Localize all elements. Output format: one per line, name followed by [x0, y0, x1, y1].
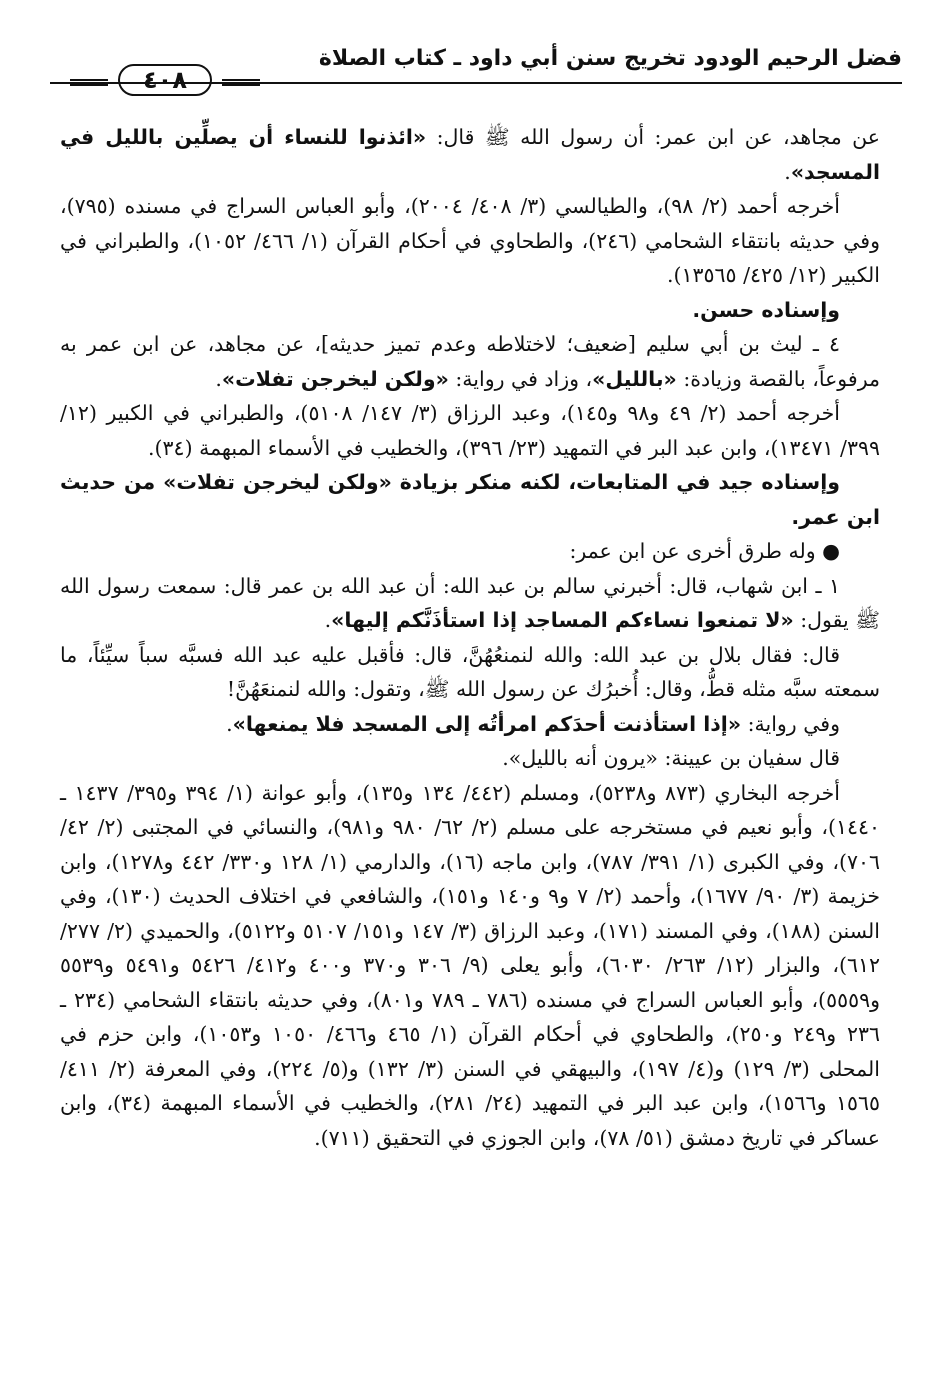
paragraph-takhrij-3: أخرجه البخاري (٨٧٣ و٥٢٣٨)، ومسلم (٤٤٢/ ١٣٤ و١٣٥)، وأبو عوانة (١/ ٣٩٤ و٣٩٥/ ١٤٣٧ ـ ١٤٤٠)، وأبو نعيم في مستخرجه على مسلم (٢/ ٦٢/ ٩٨٠ و٩٨١)، والنسائي في المجتبى (٢/ ٤٢/ ٧٠٦)، وفي الكبرى (١/ ٣٩١/ ٧٨٧)، وابن ماجه (١٦)، والدارمي (١/ ١٢٨ و٣٣٠/ ٤٤٢ و١٢٧٨)، وابن خزيمة (٣/ ٩٠/ ١٦٧٧)، وأحمد (٢/ ٧ و٩ و١٤٠ و١٥١)، والشافعي في اختلاف الحديث (١٣٠)، وفي السنن (١٨٨)، وفي المسند (١٧١)، وعبد الرزاق (٣/ ١٤٧ و١٥١/ ٥١٠٧ و٥١٢٢)، والحميدي (٢/ ٢٧٧/ ٦١٢)، والبزار (١٢/ ٢٦٣/ ٦٠٣٠)، وأبو يعلى (٩/ ٣٠٦ و٣٧٠ و٤٠٠ و٤١٢/ ٥٤٢٦ و٥٤٩١ و٥٥٣٩ و٥٥٥٩)، وأبو العباس السراج في مسنده (٧٨٦ ـ ٧٨٩ و٨٠١)، وفي حديثه بانتقاء الشحامي (٢٣٤ ـ ٢٣٦ و٢٤٩ و٢٥٠)، والطحاوي في أحكام القرآن (١/ ٤٦٥ و٤٦٦/ ١٠٥٠ و١٠٥٣)، وابن حزم في المحلى (٣/ ١٢٩) و(٤/ ١٩٧)، والبيهقي في السنن (٣/ ١٣٢) و(٥/ ٢٢٤)، وفي المعرفة (٢/ ٤١١/ ١٥٦٥ و١٥٦٦)، وابن عبد البر في التمهيد (٢٤/ ٢٨١)، والخطيب في الأسماء المبهمة (٣٤)، وابن عساكر في تاريخ دمشق (٥١/ ٧٨)، وابن الجوزي في التحقيق (٧١١). — [60, 780, 881, 1150]
paragraph-route-4: ٤ ـ ليث بن أبي سليم [ضعيف؛ لاختلاطه وعدم تميز حديثه]، عن مجاهد، عن ابن عمر به مرفوعاً، بالقصة وزيادة: «بالليل»، وزاد في رواية: «ولكن ليخرجن تفلات». — [60, 332, 880, 391]
ornament-rule-left — [70, 79, 108, 81]
paragraph-riwaya: وفي رواية: «إذا استأذنت أحدَكم امرأتُه إلى المسجد فلا يمنعها». — [226, 711, 840, 736]
hadith-quote: «ائذنوا للنساء أن يصلِّين بالليل في المسجد» — [60, 125, 880, 184]
paragraph-grading-2: وإسناده جيد في المتابعات، لكنه منكر بزيادة «ولكن ليخرجن تفلات» من حديث ابن عمر. — [60, 470, 880, 529]
ornament-rule-right — [222, 79, 260, 81]
ornament-rule-right-2 — [222, 84, 260, 86]
paragraph-takhrij-1: أخرجه أحمد (٢/ ٩٨)، والطيالسي (٣/ ٤٠٨/ ٢٠٠٤)، وأبو العباس السراج في مسنده (٧٩٥)، وفي حديثه بانتقاء الشحامي (٢٤٦)، والطحاوي في أحكام القرآن (١/ ٤٦٦/ ١٠٥٢)، والطبراني في الكبير (١٢/ ٤٢٥/ ١٣٥٦٥). — [60, 194, 880, 287]
page-number: ٤٠٨ — [118, 64, 212, 96]
paragraph-sufyan: قال سفيان بن عيينة: «يرون أنه بالليل». — [502, 746, 840, 770]
header-title: فضل الرحيم الودود تخريج سنن أبي داود ـ كتاب الصلاة — [318, 46, 902, 71]
paragraph-other-routes: ● وله طرق أخرى عن ابن عمر: — [569, 539, 840, 563]
paragraph-bilal-story: قال: فقال بلال بن عبد الله: والله لنمنعُهُنَّ، قال: فأقبل عليه عبد الله فسبَّه سباً سيِّئاً، ما سمعته سبَّه مثله قطُّ، وقال: أُخبرُك عن رسول الله ﷺ، وتقول: والله لنمنعَهُنَّ! — [60, 642, 880, 701]
page-body — [60, 120, 880, 1155]
paragraph-hadith-mujahid: عن مجاهد، عن ابن عمر: أن رسول الله ﷺ قال: «ائذنوا للنساء أن يصلِّين بالليل في المسجد». — [60, 125, 880, 184]
paragraph-grading-1: وإسناده حسن. — [692, 297, 840, 322]
ornament-rule-left-2 — [70, 84, 108, 86]
page-number-ornament — [70, 60, 260, 102]
paragraph-takhrij-2: أخرجه أحمد (٢/ ٤٩ و٩٨ و١٤٥)، وعبد الرزاق (٣/ ١٤٧/ ٥١٠٨)، والطبراني في الكبير (١٢/ ٣٩٩/ ١٣٤٧١)، وابن عبد البر في التمهيد (٢٣/ ٣٩٦)، والخطيب في الأسماء المبهمة (٣٤). — [60, 401, 880, 460]
paragraph-route-ibn-shihab: ١ ـ ابن شهاب، قال: أخبرني سالم بن عبد الله: أن عبد الله بن عمر قال: سمعت رسول الله ﷺ يقول: «لا تمنعوا نساءكم المساجد إذا استأذَنَّكم إليها». — [60, 573, 880, 632]
